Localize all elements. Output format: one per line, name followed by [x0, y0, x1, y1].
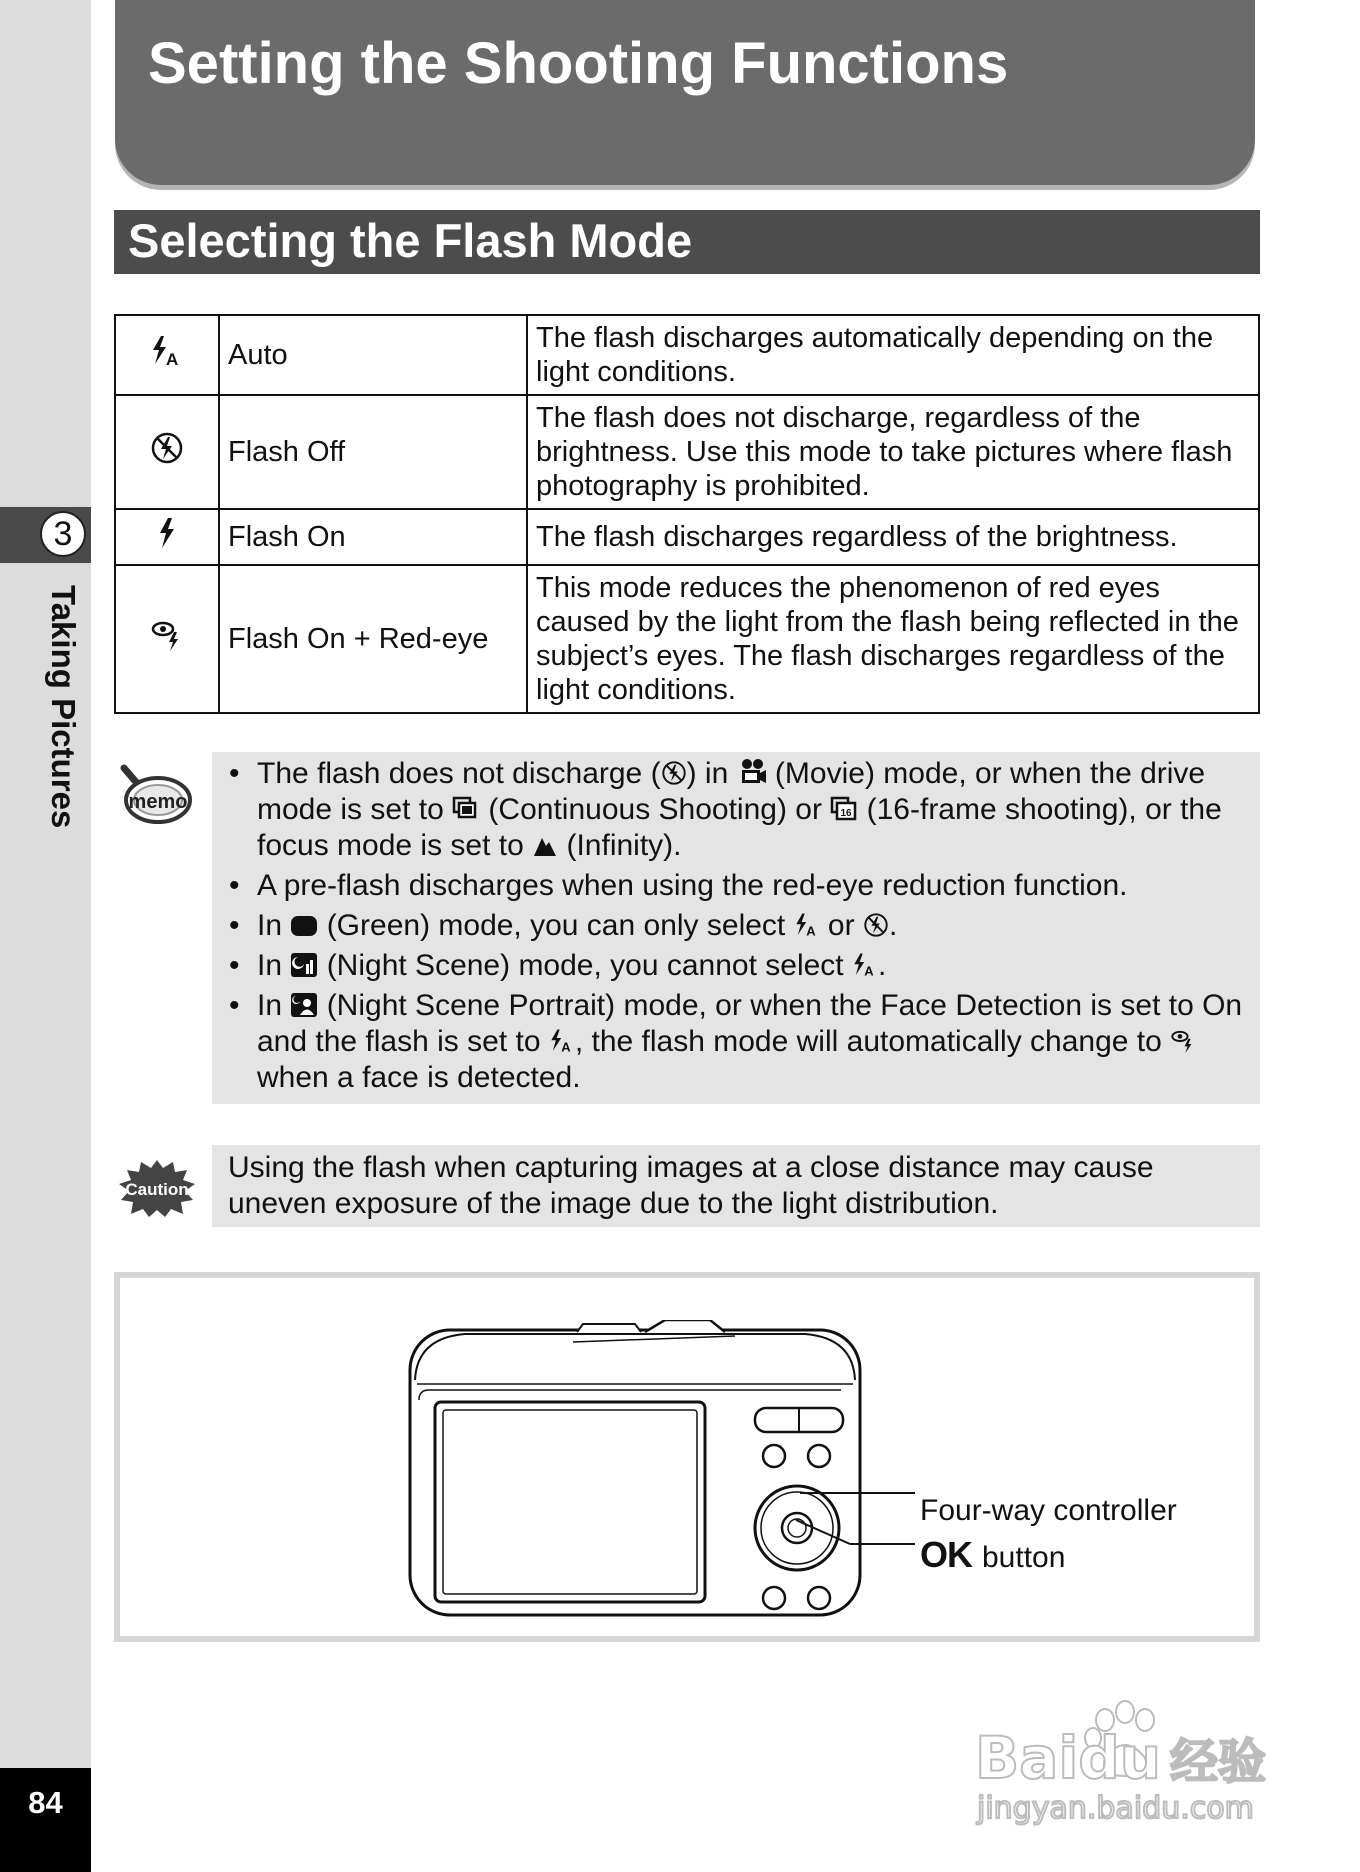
infinity-focus-icon — [532, 834, 558, 858]
flash-mode-description: The flash discharges automatically depending on the light conditions. — [527, 315, 1259, 395]
caution-text: Using the flash when capturing images at a close distance may cause uneven exposure of the image due to the light distribution. — [228, 1151, 1154, 1220]
list-item: • The flash does not discharge ( ) in (Movie) mode, or when the drive mode is set to (Continuous Shooting) or 16 (16-frame shooting), or the focus mode is set to (Infinity). — [225, 756, 1245, 864]
watermark-brand-cn: 经验 — [1170, 1734, 1267, 1790]
callout-lines — [790, 1490, 920, 1560]
list-item: • In (Night Scene) mode, you cannot select A . — [225, 948, 1245, 984]
flash-mode-description: This mode reduces the phenomenon of red eyes caused by the light from the flash being reflected in the subject’s eyes. The flash discharges regardless of the light conditions. — [527, 565, 1259, 713]
svg-text:A: A — [864, 963, 874, 978]
flash-mode-name: Flash Off — [219, 395, 527, 509]
caution-icon — [117, 1158, 197, 1218]
red-eye-flash-icon — [150, 618, 184, 652]
chapter-sidebar — [0, 0, 91, 1872]
green-mode-icon — [290, 915, 318, 937]
svg-text:16: 16 — [840, 808, 852, 819]
table-row — [115, 395, 1259, 509]
flash-mode-icon-cell — [115, 315, 219, 395]
flash-mode-icon-cell — [115, 395, 219, 509]
list-item: • In (Night Scene Portrait) mode, or when the Face Detection is set to On and the flash is set to A , the flash mode will automatically change to when a face is detected. — [225, 988, 1245, 1096]
flash-mode-icon-cell — [115, 565, 219, 713]
flash-mode-description: The flash does not discharge, regardless of the brightness. Use this mode to take pictures where flash photography is prohibited. — [527, 395, 1259, 509]
list-item: • In (Green) mode, you can only select A or . — [225, 908, 1245, 944]
callout-ok-button — [920, 1534, 1065, 1576]
flash-on-icon — [155, 517, 179, 549]
list-item: • A pre-flash discharges when using the red-eye reduction function. — [225, 868, 1245, 904]
baidu-watermark — [975, 1690, 1295, 1830]
page-number: 84 — [28, 1785, 63, 1820]
memo-list — [225, 756, 1245, 1100]
sixteen-frame-icon — [830, 796, 858, 822]
flash-auto-icon — [794, 912, 820, 938]
callout-four-way-controller: Four-way controller — [920, 1494, 1177, 1527]
table-row — [115, 565, 1259, 713]
flash-off-icon — [150, 431, 184, 465]
flash-mode-icon-cell — [115, 509, 219, 565]
svg-text:A: A — [561, 1039, 571, 1054]
chapter-title: Taking Pictures — [45, 585, 82, 829]
movie-mode-icon — [737, 758, 767, 786]
camera-back-illustration — [405, 1320, 865, 1620]
ok-label: OK — [920, 1534, 972, 1575]
night-scene-icon — [290, 952, 318, 978]
flash-mode-name: Flash On + Red-eye — [219, 565, 527, 713]
chapter-number: 3 — [40, 511, 86, 557]
memo-icon — [118, 762, 194, 828]
night-scene-portrait-icon — [290, 992, 318, 1018]
svg-text:A: A — [805, 923, 816, 938]
table-row — [115, 315, 1259, 395]
red-eye-flash-icon — [1170, 1028, 1196, 1054]
flash-mode-name: Flash On — [219, 509, 527, 565]
flash-mode-table — [114, 314, 1260, 714]
flash-off-icon — [661, 760, 687, 786]
callout-ok-text: button — [982, 1541, 1066, 1574]
page-title: Setting the Shooting Functions — [148, 31, 1009, 96]
watermark-url: jingyan.baidu.com — [977, 1791, 1254, 1826]
section-title: Selecting the Flash Mode — [128, 214, 693, 267]
caution-icon-label: Caution — [125, 1180, 189, 1199]
continuous-shooting-icon — [452, 796, 480, 822]
flash-off-icon — [863, 912, 889, 938]
flash-auto-icon — [852, 952, 878, 978]
table-row — [115, 509, 1259, 565]
flash-mode-name: Auto — [219, 315, 527, 395]
memo-icon-label: memo — [128, 791, 188, 813]
watermark-brand: Baidu — [975, 1724, 1162, 1792]
flash-auto-icon — [150, 335, 184, 367]
flash-mode-description: The flash discharges regardless of the brightness. — [527, 509, 1259, 565]
flash-auto-icon — [549, 1028, 575, 1054]
svg-text:A: A — [166, 350, 179, 367]
